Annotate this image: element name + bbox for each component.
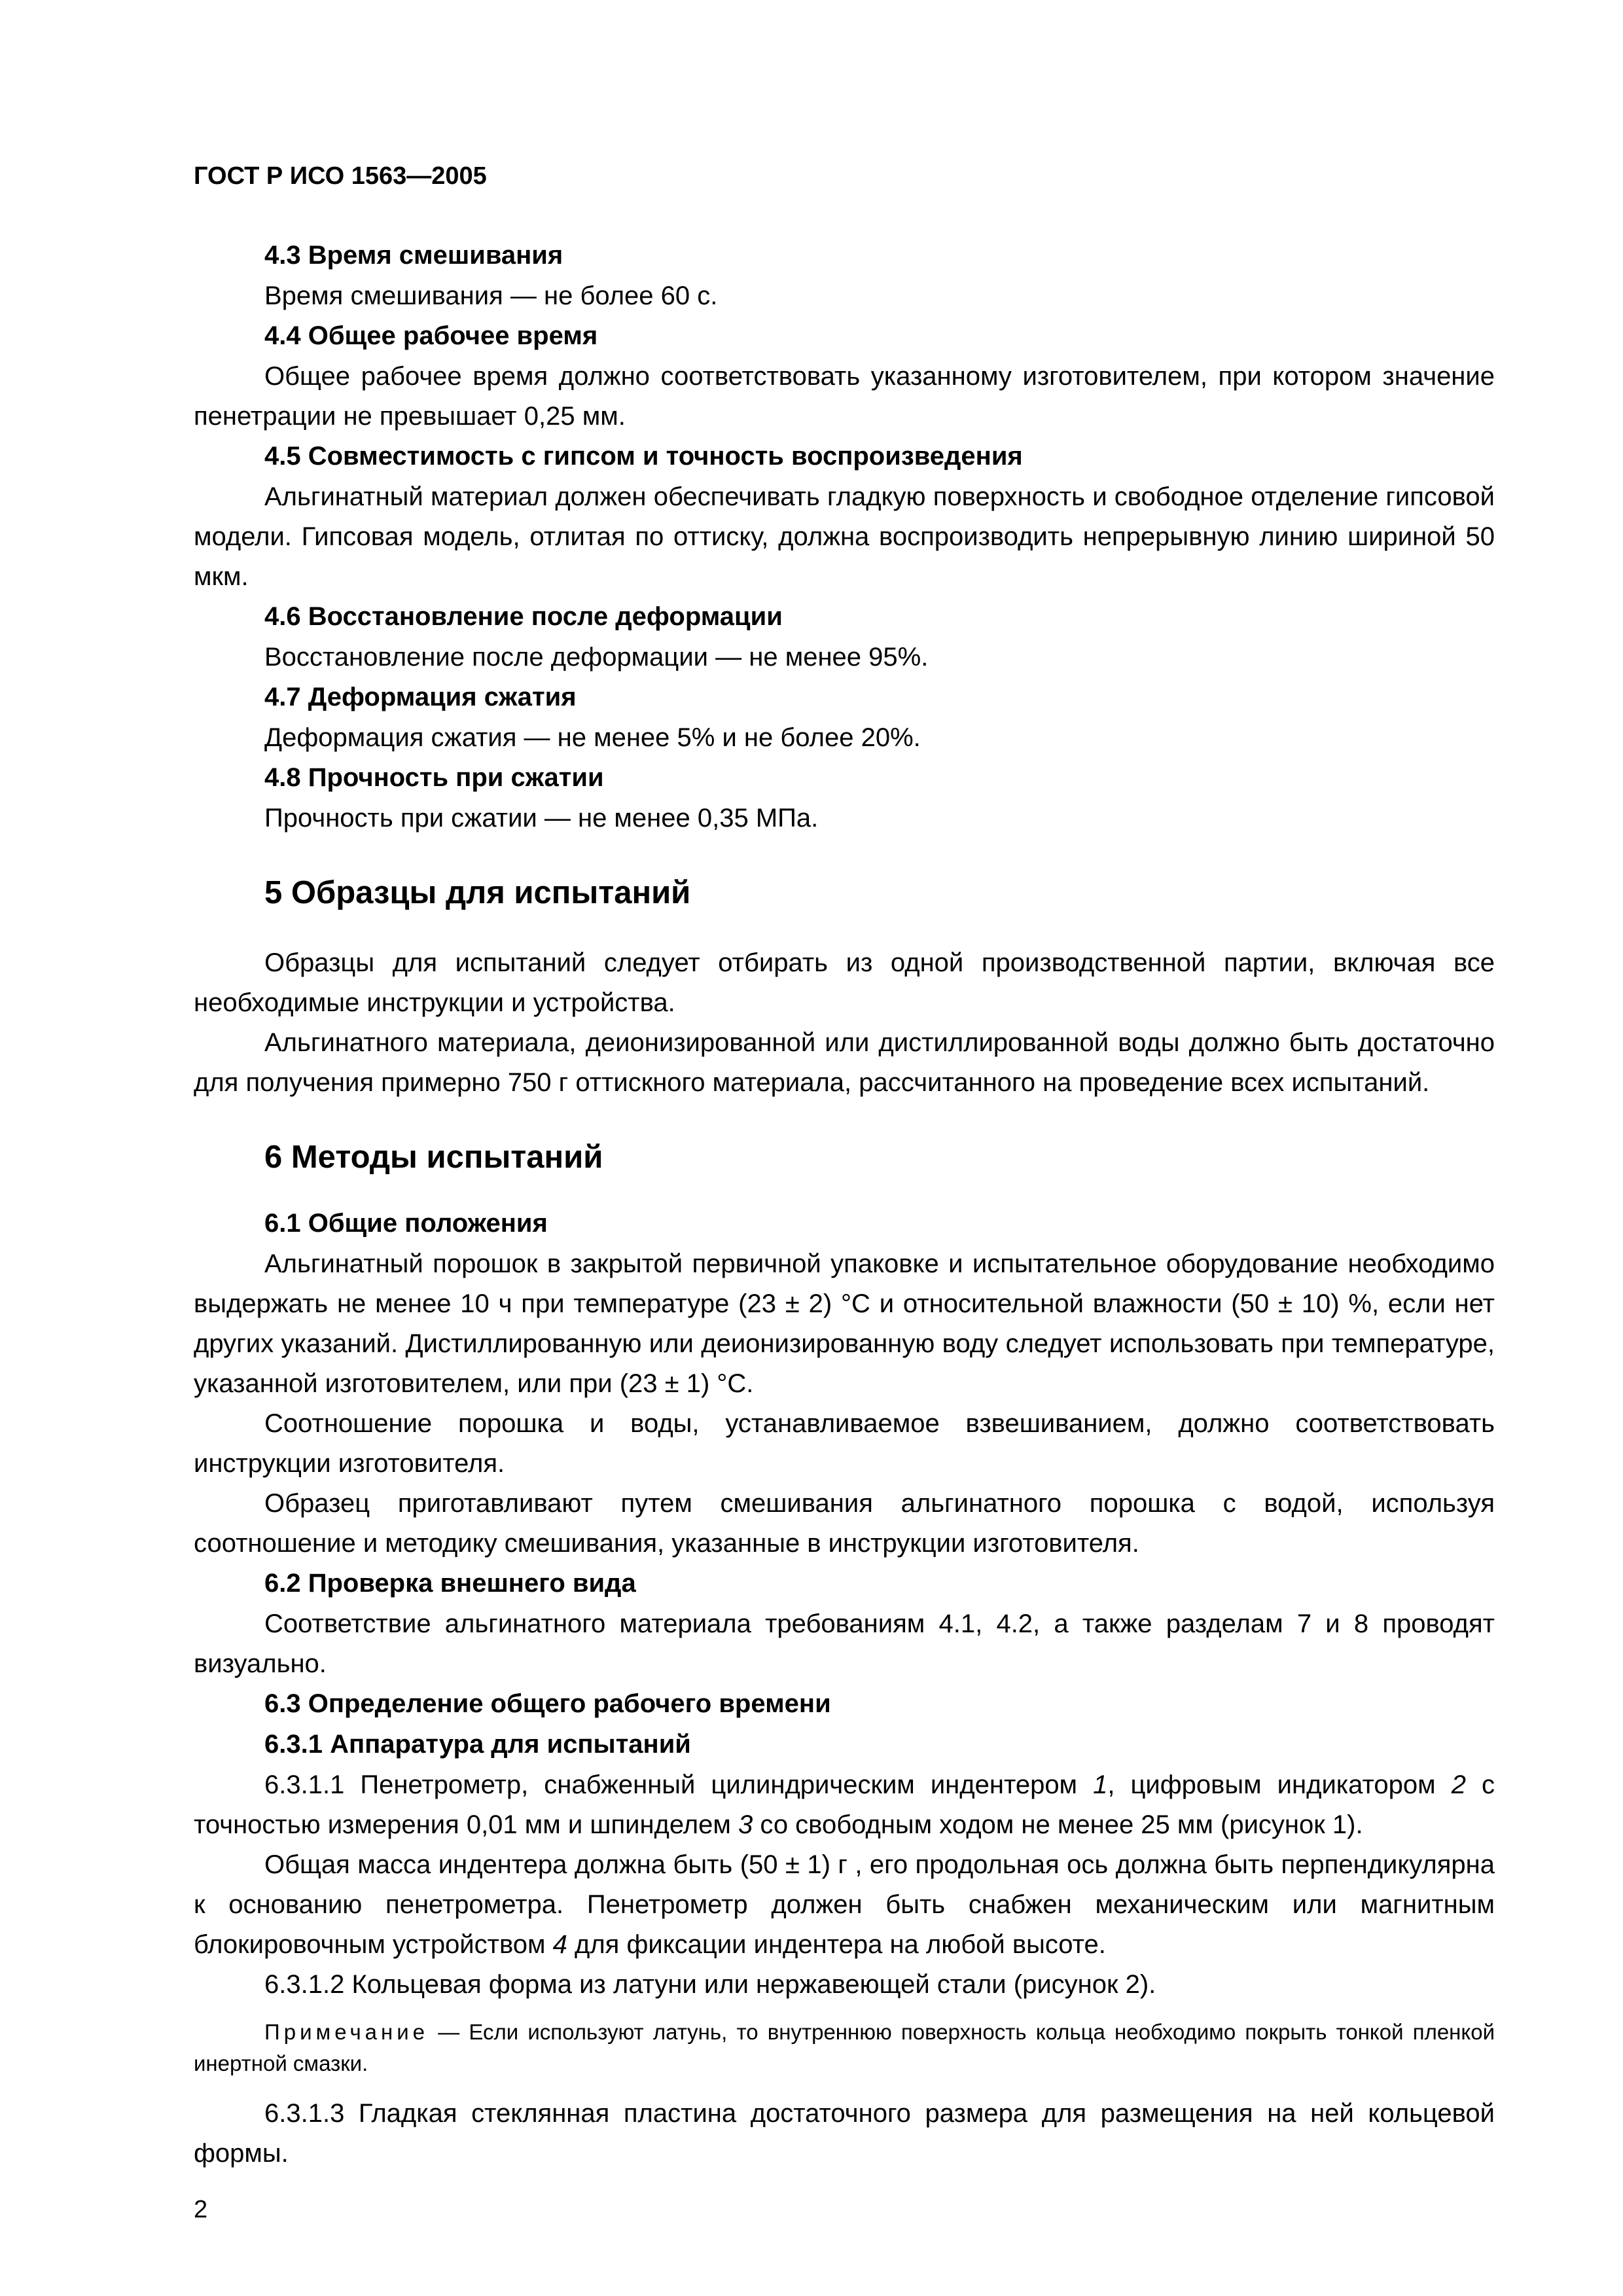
section-4-5-title: 4.5 Совместимость с гипсом и точность воспроизведения	[264, 442, 1023, 471]
section-4-3-text: Время смешивания — не более 60 с.	[264, 281, 718, 310]
section-4-7-text: Деформация сжатия — не менее 5% и не более 20%.	[264, 723, 921, 752]
note-label: Примечание	[264, 2020, 429, 2044]
section-4-6-title: 4.6 Восстановление после деформации	[264, 602, 783, 631]
indicator-ref: 2	[1451, 1770, 1466, 1799]
section-4-4-title: 4.4 Общее рабочее время	[264, 321, 598, 350]
section-6-heading: 6 Методы испытаний	[264, 1139, 603, 1175]
indenter-ref: 1	[1093, 1770, 1108, 1799]
section-5-paragraph-1: Образцы для испытаний следует отбирать из одной производственной партии, включая все необходимые инструкции и устройства.	[194, 948, 1495, 1017]
section-4-6-text: Восстановление после деформации — не менее 95%.	[264, 643, 929, 672]
section-5-heading: 5 Образцы для испытаний	[264, 875, 691, 910]
section-4-8-title: 4.8 Прочность при сжатии	[264, 763, 604, 792]
section-6-2-title: 6.2 Проверка внешнего вида	[264, 1569, 636, 1598]
section-6-3-1-3-paragraph: 6.3.1.3 Гладкая стеклянная пластина достаточного размера для размещения на ней кольцевой формы.	[194, 2099, 1495, 2168]
section-6-3-1-title: 6.3.1 Аппаратура для испытаний	[264, 1730, 691, 1759]
section-6-1-title: 6.1 Общие положения	[264, 1209, 548, 1238]
lock-device-ref: 4	[552, 1930, 567, 1959]
section-4-4-text: Общее рабочее время должно соответствовать указанному изготовителем, при котором значение пенетрации не превышает 0,25 мм.	[194, 362, 1495, 431]
section-4-7-title: 4.7 Деформация сжатия	[264, 683, 577, 711]
section-5-paragraph-2: Альгинатного материала, деионизированной или дистиллированной воды должно быть достаточно для получения примерно 750 г оттискного материала, рассчитанного на проведение всех испытаний.	[194, 1028, 1495, 1097]
section-6-1-paragraph-3: Образец приготавливают путем смешивания альгинатного порошка с водой, используя соотношение и методику смешивания, указанные в инструкции изготовителя.	[194, 1489, 1495, 1558]
document-body	[194, 236, 1495, 2174]
page-number: 2	[194, 2196, 208, 2223]
section-6-3-1-1-mass-paragraph: Общая масса индентера должна быть (50 ± 1) г , его продольная ось должна быть перпендикулярна к основанию пенетрометра. Пенетрометр должен быть снабжен механическим или магнитным блокировочным устройством 4 для фиксации индентера на любой высоте.	[194, 1850, 1495, 1959]
section-6-3-1-1-paragraph: 6.3.1.1 Пенетрометр, снабженный цилиндрическим индентером 1, цифровым индикатором 2 с точностью измерения 0,01 мм и шпинделем 3 со свободным ходом не менее 25 мм (рисунок 1).	[194, 1770, 1495, 1839]
section-6-2-paragraph-1: Соответствие альгинатного материала требованиям 4.1, 4.2, а также разделам 7 и 8 проводят визуально.	[194, 1609, 1495, 1678]
section-4-5-text: Альгинатный материал должен обеспечивать гладкую поверхность и свободное отделение гипсовой модели. Гипсовая модель, отлитая по оттиску, должна воспроизводить непрерывную линию шириной 50 мкм.	[194, 482, 1495, 591]
note-text: — Если используют латунь, то внутреннюю поверхность кольца необходимо покрыть тонкой пленкой инертной смазки.	[194, 2020, 1495, 2075]
spindle-ref: 3	[738, 1810, 753, 1839]
section-6-1-paragraph-2: Соотношение порошка и воды, устанавливаемое взвешиванием, должно соответствовать инструкции изготовителя.	[194, 1409, 1495, 1478]
section-4-8-text: Прочность при сжатии — не менее 0,35 МПа.	[264, 804, 819, 833]
section-6-1-paragraph-1: Альгинатный порошок в закрытой первичной упаковке и испытательное оборудование необходимо выдержать не менее 10 ч при температуре (23 ± 2) °С и относительной влажности (50 ± 10) %, если нет других указаний. Дистиллированную или деионизированную воду следует использовать при температуре, указанной изготовителем, или при (23 ± 1) °С.	[194, 1249, 1495, 1398]
note	[194, 2017, 1495, 2079]
document-header: ГОСТ Р ИСО 1563—2005	[194, 162, 487, 190]
section-4-3-title: 4.3 Время смешивания	[264, 241, 563, 270]
section-6-3-title: 6.3 Определение общего рабочего времени	[264, 1689, 831, 1718]
section-6-3-1-2-paragraph: 6.3.1.2 Кольцевая форма из латуни или нержавеющей стали (рисунок 2).	[264, 1970, 1156, 1999]
